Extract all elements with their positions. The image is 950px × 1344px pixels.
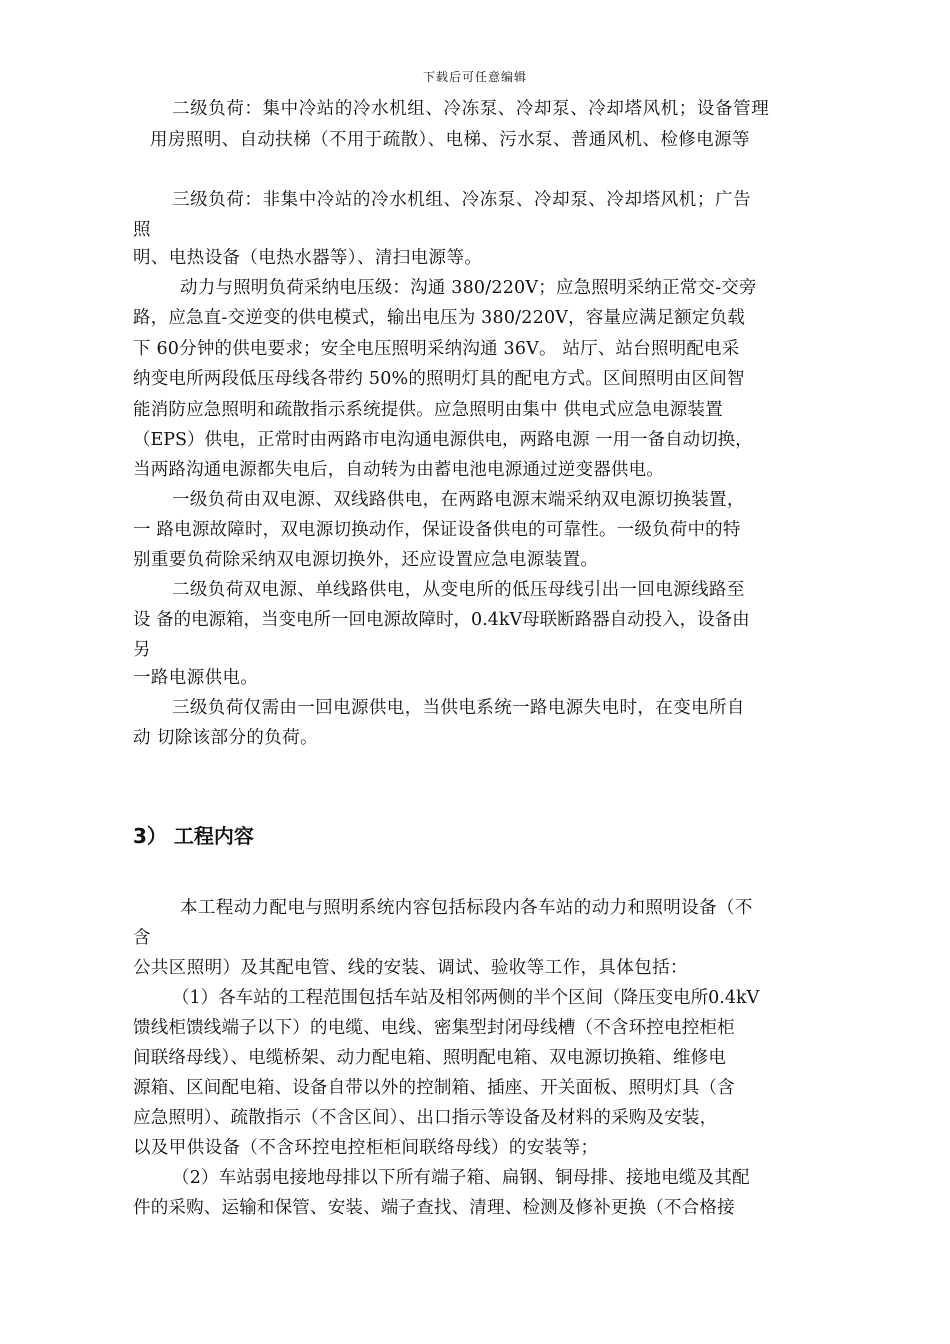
- text-line: 路，应急直-交逆变的供电模式，输出电压为 380/220V，容量应满足额定负载: [133, 308, 746, 328]
- text-line: 馈线柜馈线端子以下）的电缆、电线、密集型封闭母线槽（不含环控电控柜柜: [133, 1018, 735, 1038]
- text-line: 设 备的电源箱，当变电所一回电源故障时，0.4kV母联断路器自动投入，设备由: [133, 610, 750, 630]
- text-line: 件的采购、运输和保管、安装、端子查找、清理、检测及修补更换（不合格接: [133, 1198, 735, 1218]
- text-line: （2）车站弱电接地母排以下所有端子箱、扁钢、铜母排、接地电缆及其配: [172, 1168, 750, 1188]
- text-line: 动 切除该部分的负荷。: [133, 728, 318, 748]
- text-line: 另: [133, 640, 151, 660]
- text-line: 一级负荷由双电源、双线路供电，在两路电源末端采纳双电源切换装置，: [172, 490, 745, 510]
- text-line: 三级负荷：非集中冷站的冷水机组、冷冻泵、冷却泵、冷却塔风机；广告: [172, 190, 752, 210]
- text-line: 应急照明）、疏散指示（不含区间）、出口指示等设备及材料的采购及安装，: [133, 1108, 718, 1128]
- text-line: 二级负荷：集中冷站的冷水机组、冷冻泵、冷却泵、冷却塔风机；设备管理: [172, 99, 770, 119]
- text-line: 纳变电所两段低压母线各带约 50%的照明灯具的配电方式。区间照明由区间智: [133, 369, 745, 389]
- text-line: （1）各车站的工程范围包括车站及相邻两侧的半个区间（降压变电所0.4kV: [172, 988, 760, 1008]
- text-line: 动力与照明负荷采纳电压级：沟通 380/220V；应急照明采纳正常交-交旁: [180, 278, 757, 298]
- text-line: 一 路电源故障时，双电源切换动作，保证设备供电的可靠性。一级负荷中的特: [133, 520, 741, 540]
- text-line: 间联络母线）、电缆桥架、动力配电箱、照明配电箱、双电源切换箱、维修电: [133, 1048, 727, 1068]
- text-line: 当两路沟通电源都失电后，自动转为由蓄电池电源通过逆变器供电。: [133, 460, 664, 480]
- text-line: 含: [133, 928, 151, 948]
- text-line: 本工程动力配电与照明系统内容包括标段内各车站的动力和照明设备（不: [180, 898, 753, 918]
- text-line: （EPS）供电，正常时由两路市电沟通电源供电，两路电源 一用一备自动切换，: [133, 430, 753, 450]
- text-line: 用房照明、自动扶梯（不用于疏散）、电梯、污水泵、普通风机、检修电源等: [150, 130, 750, 150]
- text-line: 下 60分钟的供电要求；安全电压照明采纳沟通 36V。 站厅、站台照明配电采: [133, 339, 740, 359]
- text-line: 源箱、区间配电箱、设备自带以外的控制箱、插座、开关面板、照明灯具（含: [133, 1078, 735, 1098]
- page-header: 下载后可任意编辑: [422, 70, 527, 84]
- text-line: 一路电源供电。: [133, 668, 259, 688]
- text-line: 别重要负荷除采纳双电源切换外，还应设置应急电源装置。: [133, 550, 599, 570]
- section-heading: 3） 工程内容: [133, 824, 254, 848]
- text-line: 以及甲供设备（不含环控电控柜柜间联络母线）的安装等；: [133, 1138, 599, 1158]
- text-line: 三级负荷仅需由一回电源供电，当供电系统一路电源失电时，在变电所自: [172, 698, 745, 718]
- text-line: 二级负荷双电源、单线路供电，从变电所的低压母线引出一回电源线路至: [172, 580, 745, 600]
- text-line: 照: [133, 220, 151, 240]
- text-line: 能消防应急照明和疏散指示系统提供。应急照明由集中 供电式应急电源装置: [133, 400, 723, 420]
- text-line: 明、电热设备（电热水器等）、清扫电源等。: [133, 248, 483, 268]
- text-line: 公共区照明）及其配电管、线的安装、调试、验收等工作，具体包括：: [133, 958, 688, 978]
